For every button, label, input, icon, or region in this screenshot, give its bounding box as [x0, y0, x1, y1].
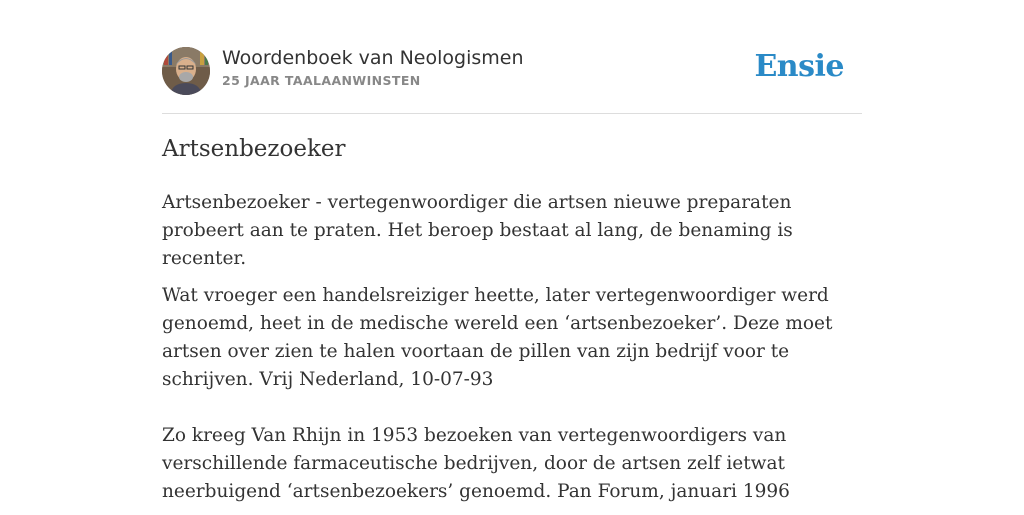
author-name[interactable]: Woordenboek van Neologismen [222, 47, 524, 69]
article-card [162, 0, 862, 502]
definition-paragraph: Artsenbezoeker - vertegenwoordiger die artsen nieuwe preparaten probeert aan te praten. Het beroep bestaat al lang, de benaming is recenter. [162, 192, 793, 269]
article-title: Artsenbezoeker [162, 136, 346, 162]
brand-logo[interactable]: Ensie [754, 49, 844, 84]
quotes-paragraph: Wat vroeger een handelsreiziger heette, later vertegenwoordiger werd genoemd, heet in de medische wereld een ‘artsenbezoeker’. Deze moet artsen over zien te halen voortaan de pillen van zijn bedrijf voor te schrijven. Vrij Nederland, 10-07-93 Zo kreeg Van Rhijn in 1953 bezoeken van vertegenwoordigers van verschillende farmaceutische bedrijven, door de artsen zelf ietwat neerbuigend ‘artsenbezoekers’ genoemd. Pan Forum, januari 1996 [162, 285, 833, 502]
author-info [222, 45, 524, 88]
author-subtitle: 25 JAAR TAALAANWINSTEN [222, 73, 421, 88]
article-header [162, 0, 862, 114]
article-body [162, 189, 862, 515]
author-avatar[interactable] [162, 47, 210, 95]
